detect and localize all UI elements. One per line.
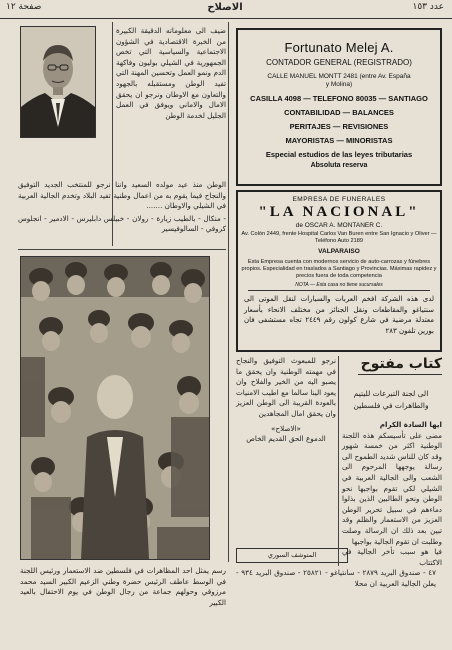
article-signature-box: المتوشف السوري bbox=[236, 548, 348, 563]
accountant-advertisement bbox=[236, 28, 442, 186]
ad2-owner: de OSCAR A. MONTANER C. bbox=[295, 222, 383, 229]
section-rule bbox=[18, 249, 226, 250]
page-number: صفحة ١٢ bbox=[6, 2, 42, 12]
article-paragraph-2: الوطن منذ عيد مولده السعيد واننا نرجو للمنتخب الجديد التوفيق والنجاح فيما يقوم به من اعمال وطنية تفيد البلاد وتخدم الجالية العربية في الشيلي والاوطان ....... bbox=[18, 180, 226, 211]
ad2-city: VALPARAISO bbox=[318, 248, 360, 255]
ad2-heading: EMPRESA DE FUNERALES bbox=[292, 196, 386, 203]
article-mid-body: نرجو للمبعوث التوفيق والنجاح في مهمته الوطنية وان يحقق ما يصبو اليه من الخير والفلاح وان يعود الينا سالما مع اطيب الامنيات بالعودة القريبة الى الوطن العزيز وان يحقق امال المجاهدين bbox=[236, 356, 336, 418]
ad-special: Especial estudios de las leyes tributarias bbox=[265, 150, 413, 159]
open-letter-body bbox=[342, 420, 442, 567]
photo-caption: رسم يمثل احد المظاهرات في فلسطين ضد الاستعمار ورئيس اللجنة في الوسط عاطف الرئيس حضرة وطني الزعيم الكبير السيد محمد مرزوقي وحولهم جماعة من رجال الوطن في يوم الاحتفال بالعيد الكبير bbox=[20, 566, 226, 607]
ad-services-3: MAYORISTAS — MINORISTAS bbox=[285, 136, 393, 145]
article-paragraph: ضيف الى معلوماته الدقيقة الكبيرة من الخبرة الاقتصادية في الشؤون الاجتماعية والسياسية التي تخص الجمهورية في الشيلي بوليون وفاكهة الدم ونمو العمل وتحسين المهنة التي تفيد الوطن ومستقبله بالجهود والتعاون مع الاوطان ونرجو ان يحقق الامال والاماني ويوفق في العمل الجليل لخدمة الوطن bbox=[116, 26, 226, 120]
ad2-note: NOTA — Esta casa no tiene sucursales bbox=[295, 282, 383, 288]
ad2-divider bbox=[248, 290, 430, 291]
bottom-right-content: ٤٧ - صندوق البريد ٢٨٧٩ - سانتياغو - ٢٥٨٢١ - صندوق البريد ٩٣٤ - يعلن الجالية العربية ان محلا bbox=[236, 568, 436, 588]
ad-title: CONTADOR GENERAL (REGISTRADO) bbox=[266, 58, 412, 67]
article-continuation bbox=[18, 180, 226, 246]
ad2-address: Av. Colón 2449, frente Hospital Carlos Van Buren entre San Ignacio y Oliver — Teléfono Auto 2189 bbox=[241, 231, 437, 244]
ad-reserve: Absoluta reserva bbox=[310, 162, 368, 169]
article-sign-2: الدموع الحق القديم الخاص bbox=[246, 434, 326, 444]
ad-services-1: CONTABILIDAD — BALANCES bbox=[284, 108, 394, 117]
open-letter-greeting: ايها السادة الكرام bbox=[379, 420, 442, 429]
article-mid-text bbox=[236, 356, 336, 546]
ad-services-2: PERITAJES — REVISIONES bbox=[289, 122, 389, 131]
bottom-right-text bbox=[236, 568, 436, 608]
ad2-brand: "LA NACIONAL" bbox=[258, 204, 420, 220]
funeral-advertisement bbox=[236, 190, 442, 352]
crowd-photo bbox=[20, 256, 210, 560]
open-letter-closing: فيا هو سبب تأخر الجالية في الاكتتاب bbox=[342, 547, 442, 567]
portrait-photo bbox=[20, 26, 96, 138]
ad-name: Fortunato Melej A. bbox=[284, 40, 394, 55]
page-header bbox=[0, 0, 452, 19]
ad-contact: CASILLA 4098 — TELEFONO 80035 — SANTIAGO bbox=[250, 94, 428, 103]
article-top-text bbox=[116, 26, 226, 176]
ad-address: CALLE MANUEL MONTT 2481 (entre Av. España bbox=[267, 73, 411, 80]
open-letter-subhead: الى لجنة التبرعات لليتيم والطاهرات في فلسطين bbox=[353, 389, 429, 410]
column-rule bbox=[338, 356, 339, 566]
issue-number: عدد ١٥٣ bbox=[412, 2, 444, 12]
ad-address-2: y Molina) bbox=[325, 81, 353, 88]
article-sign-1: «الاصلاح» bbox=[271, 423, 301, 433]
column-rule bbox=[228, 22, 229, 562]
ad2-description: Esta Empresa cuenta con modernos servicio de auto-carrozas y fúnebres propios. Especialidad en traslados a Santiago y Provincias. Máximas rapidez y precios fuera de toda competencia bbox=[241, 259, 437, 279]
masthead-title: الاصلاح bbox=[207, 2, 243, 13]
open-letter-headline: كتاب مفتوح bbox=[358, 356, 442, 375]
ad2-arabic-text: لدى هذه الشركة افخم العربات والسيارات لنقل الموتى الى سنتياغو والمقاطعات ونقل الجنائز من مختلف الانحاء بأسعار معتدلة مرضية في شارع كولون رقم ٢٤٤٩ تجاه مستشفى فان بورين تلفون ٢٨٣ bbox=[244, 295, 435, 335]
open-letter-text: مضى على تأسيسكم هذه اللجنة الوطنية اكثر من خمسة شهور وقد كان للناس شديد الطموح الى رسالة يوجهها المرحوم الى الشعب والى الجالية العربية في الشيلي لكي تقوم بواجبها نحو الوطن ونحو الطالبين الذين بذلوا دماءهم في سبيل تحرير الوطن العزيز من الاستعمار والظلم وقد تبين بعد ذلك ان الرسالة وصلت وطلبت ان تقوم الجالية بواجبها bbox=[342, 430, 442, 546]
article-list: - منكال - بالطيب زيارة - رولان - خبيلس دابليرس - الادمير - انجلوس كروفي - السالوفيسير bbox=[18, 213, 226, 234]
